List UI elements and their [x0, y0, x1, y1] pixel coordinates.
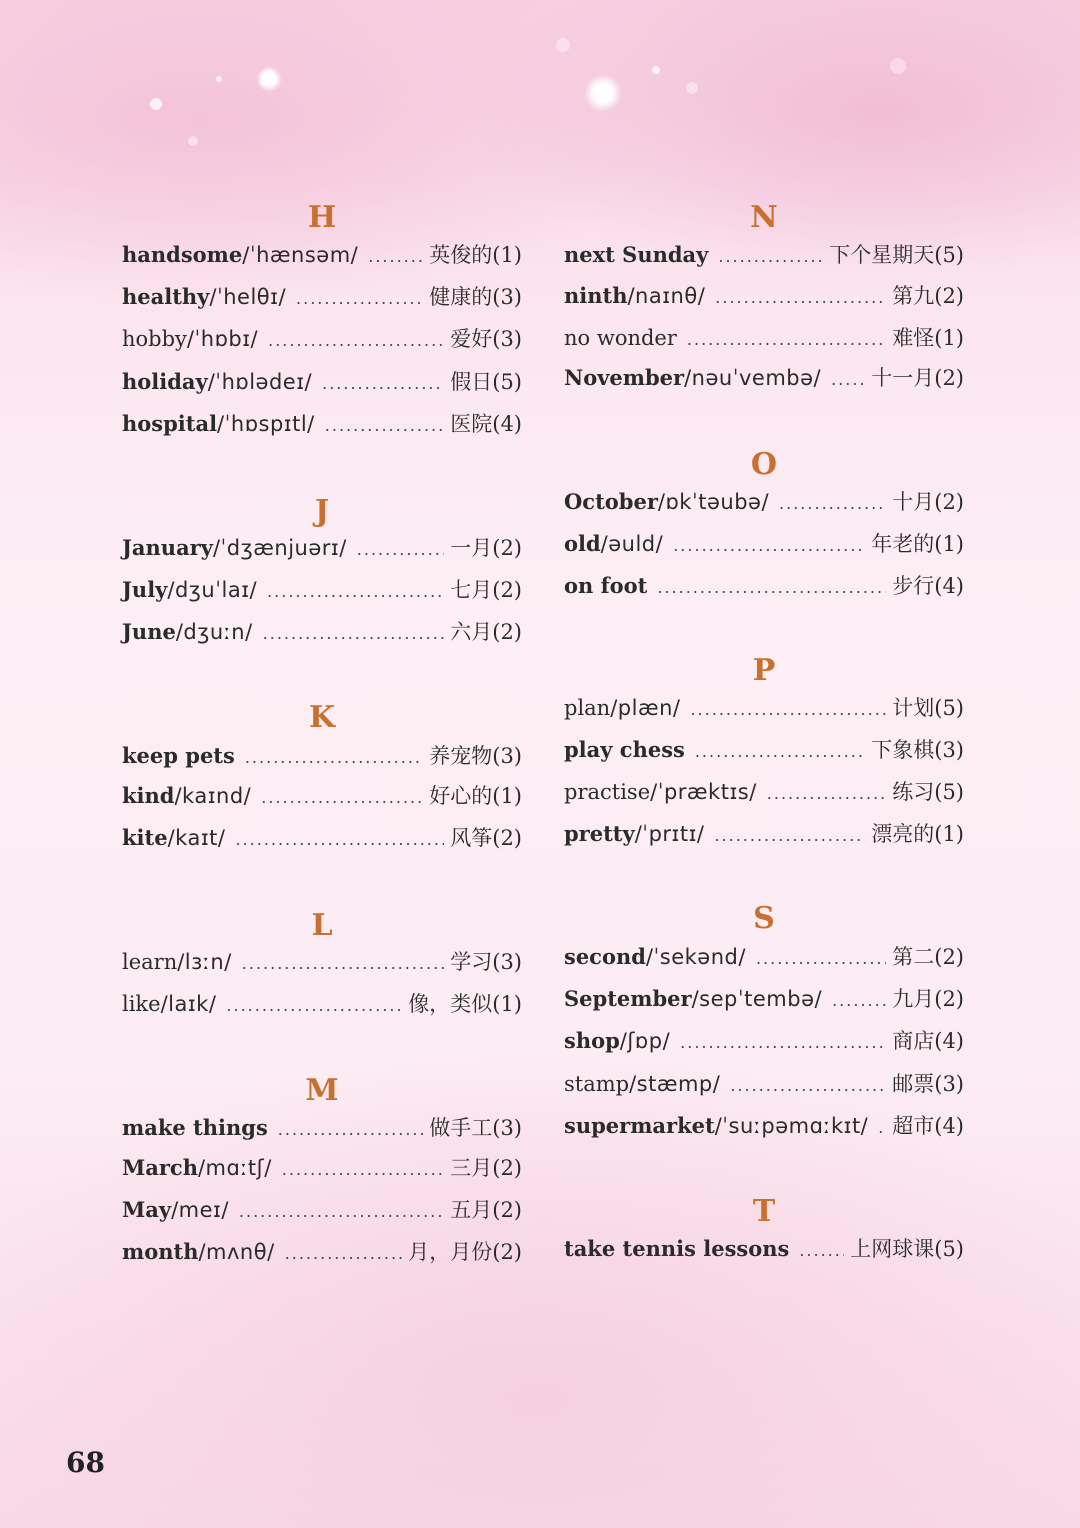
vocab-word: September: [564, 986, 692, 1011]
vocab-meaning: 十一月(2): [871, 366, 964, 390]
vocab-entry: [564, 734, 964, 766]
leader-dots: [657, 572, 886, 604]
vocab-meaning: 月，月份(2): [408, 1240, 522, 1264]
vocab-phonetic: /dʒuˈlaɪ/: [167, 578, 258, 602]
leader-dots: [263, 618, 445, 650]
vocab-entry: [564, 776, 964, 808]
vocab-entry: [564, 362, 964, 394]
page-number: 68: [66, 1446, 105, 1479]
vocab-word: July: [122, 577, 168, 602]
vocab-entry: [122, 780, 522, 812]
vocab-phonetic: /sepˈtembə/: [691, 987, 823, 1011]
vocab-meaning: 风筝(2): [450, 826, 522, 850]
section-letter: S: [753, 901, 775, 936]
vocab-meaning: 爱好(3): [450, 327, 522, 351]
vocab-entry: [122, 822, 522, 854]
section-letter: M: [305, 1073, 339, 1108]
leader-dots: [239, 1196, 444, 1228]
vocab-entry: [564, 322, 964, 354]
vocab-phonetic: /ˈpræktɪs/: [650, 780, 757, 804]
vocab-phonetic: /dʒuːn/: [175, 620, 253, 644]
vocab-entry: [564, 280, 964, 312]
vocab-phonetic: /ˈhɒbɪ/: [186, 327, 259, 351]
vocab-entry: [122, 946, 522, 978]
vocab-meaning: 第二(2): [892, 945, 964, 969]
vocab-word: holiday: [122, 369, 208, 394]
vocab-word: on foot: [564, 573, 648, 598]
vocab-meaning: 三月(2): [450, 1156, 522, 1180]
vocab-meaning: 医院(4): [450, 412, 522, 436]
bubble-decoration: [188, 136, 198, 146]
vocab-meaning: 难怪(1): [892, 326, 964, 350]
section-letter: J: [314, 494, 330, 529]
leader-dots: [357, 534, 444, 566]
section-letter: H: [307, 200, 337, 235]
vocab-phonetic: /ˈprɪtɪ/: [634, 822, 705, 846]
vocab-phonetic: /plæn/: [610, 696, 681, 720]
leader-dots: [285, 1238, 403, 1270]
vocab-meaning: 超市(4): [892, 1114, 964, 1138]
leader-dots: [715, 282, 886, 314]
vocab-entry: [564, 486, 964, 518]
vocab-word: October: [564, 489, 658, 514]
vocab-meaning: 漂亮的(1): [871, 822, 964, 846]
vocab-entry: [564, 941, 964, 973]
vocab-entry: [122, 1112, 522, 1144]
vocab-phonetic: /ˈsekənd/: [645, 945, 746, 969]
vocab-word: healthy: [122, 284, 210, 309]
vocab-meaning: 假日(5): [450, 370, 522, 394]
vocab-meaning: 九月(2): [892, 987, 964, 1011]
vocab-entry: [122, 1152, 522, 1184]
leader-dots: [718, 241, 823, 273]
vocab-meaning: 邮票(3): [892, 1072, 964, 1096]
vocab-meaning: 下象棋(3): [871, 738, 964, 762]
section-letter: T: [752, 1194, 776, 1229]
vocab-meaning: 上网球课(5): [850, 1237, 964, 1261]
vocab-word: plan: [564, 696, 611, 720]
vocab-meaning: 做手工(3): [429, 1116, 522, 1140]
vocab-word: make things: [122, 1115, 268, 1140]
leader-dots: [325, 410, 444, 442]
vocab-word: shop: [564, 1028, 620, 1053]
vocab-word: learn: [122, 950, 178, 974]
bubble-decoration: [150, 98, 162, 110]
vocab-phonetic: /əuld/: [600, 532, 664, 556]
vocab-word: kite: [122, 825, 168, 850]
vocab-word: take tennis lessons: [564, 1236, 790, 1261]
bubble-decoration: [256, 66, 282, 92]
leader-dots: [695, 736, 865, 768]
vocab-meaning: 七月(2): [450, 578, 522, 602]
vocab-meaning: 计划(5): [892, 696, 964, 720]
vocab-word: May: [122, 1197, 172, 1222]
vocab-entry: [122, 1236, 522, 1268]
vocab-entry: [122, 740, 522, 772]
vocab-word: June: [122, 619, 176, 644]
vocab-phonetic: /ɒkˈtəubə/: [657, 490, 770, 514]
vocab-meaning: 十月(2): [892, 490, 964, 514]
vocab-word: like: [122, 992, 161, 1016]
vocab-word: old: [564, 531, 601, 556]
vocab-meaning: 五月(2): [450, 1198, 522, 1222]
section-letter: P: [752, 653, 776, 688]
leader-dots: [756, 943, 886, 975]
vocab-phonetic: /laɪk/: [160, 992, 217, 1016]
vocab-entry: [122, 281, 522, 313]
vocab-word: keep pets: [122, 743, 235, 768]
leader-dots: [282, 1154, 444, 1186]
vocab-entry: [122, 1194, 522, 1226]
bubble-decoration: [890, 58, 906, 74]
leader-dots: [799, 1235, 844, 1267]
vocab-entry: [564, 818, 964, 850]
vocab-meaning: 步行(4): [892, 574, 964, 598]
vocab-word: pretty: [564, 821, 635, 846]
vocab-word: stamp: [564, 1072, 630, 1096]
vocab-word: hobby: [122, 327, 187, 351]
vocab-entry: [122, 323, 522, 355]
vocab-meaning: 下个星期天(5): [829, 243, 964, 267]
vocab-entry: [564, 570, 964, 602]
vocab-phonetic: /stæmp/: [629, 1072, 721, 1096]
vocab-meaning: 练习(5): [892, 780, 964, 804]
vocab-phonetic: /ˈsuːpəmɑːkɪt/: [714, 1114, 869, 1138]
leader-dots: [267, 576, 444, 608]
bubble-decoration: [584, 74, 622, 112]
leader-dots: [268, 325, 444, 357]
vocab-entry: [122, 408, 522, 440]
vocab-meaning: 第九(2): [892, 284, 964, 308]
vocab-entry: [122, 988, 522, 1020]
vocab-meaning: 像，类似(1): [408, 992, 522, 1016]
vocab-word: second: [564, 944, 646, 969]
vocab-entry: [564, 528, 964, 560]
vocab-entry: [564, 983, 964, 1015]
bubble-decoration: [652, 66, 660, 74]
section-letter: L: [311, 908, 333, 943]
bubble-decoration: [216, 76, 222, 82]
vocab-entry: [564, 1233, 964, 1265]
vocab-phonetic: /kaɪt/: [167, 826, 226, 850]
leader-dots: [832, 985, 886, 1017]
vocab-word: March: [122, 1155, 198, 1180]
vocab-word: January: [122, 535, 213, 560]
vocab-entry: [122, 239, 522, 271]
vocab-meaning: 六月(2): [450, 620, 522, 644]
leader-dots: [690, 694, 886, 726]
vocab-meaning: 一月(2): [450, 536, 522, 560]
vocab-word: November: [564, 365, 685, 390]
vocab-phonetic: /ˈhelθɪ/: [209, 285, 287, 309]
vocab-phonetic: /meɪ/: [171, 1198, 229, 1222]
leader-dots: [779, 488, 886, 520]
leader-dots: [680, 1027, 886, 1059]
vocab-entry: [122, 574, 522, 606]
leader-dots: [687, 324, 886, 356]
vocab-meaning: 年老的(1): [871, 532, 964, 556]
leader-dots: [235, 824, 444, 856]
leader-dots: [831, 364, 865, 396]
vocab-meaning: 学习(3): [450, 950, 522, 974]
vocab-phonetic: /ˈhɒspɪtl/: [217, 412, 315, 436]
vocab-phonetic: /lɜːn/: [177, 950, 232, 974]
vocab-entry: [122, 616, 522, 648]
vocab-meaning: 好心的(1): [429, 784, 522, 808]
leader-dots: [714, 820, 865, 852]
vocab-meaning: 英俊的(1): [429, 243, 522, 267]
vocab-meaning: 养宠物(3): [429, 744, 522, 768]
leader-dots: [245, 742, 423, 774]
leader-dots: [242, 948, 444, 980]
vocab-phonetic: /naɪnθ/: [627, 284, 706, 308]
section-letter: K: [308, 700, 336, 735]
vocab-word: hospital: [122, 411, 218, 436]
leader-dots: [878, 1112, 886, 1144]
vocab-word: play chess: [564, 737, 685, 762]
vocab-phonetic: /ʃɒp/: [619, 1029, 671, 1053]
vocab-word: kind: [122, 783, 175, 808]
vocab-entry: [564, 239, 964, 271]
vocab-phonetic: /ˈhɒlədeɪ/: [207, 370, 313, 394]
vocab-word: month: [122, 1239, 199, 1264]
vocab-entry: [564, 1068, 964, 1100]
vocab-phonetic: /mʌnθ/: [198, 1240, 275, 1264]
leader-dots: [296, 283, 423, 315]
bubble-decoration: [556, 38, 570, 52]
leader-dots: [226, 990, 402, 1022]
vocab-entry: [564, 1025, 964, 1057]
vocab-entry: [564, 692, 964, 724]
vocab-phonetic: /nəuˈvembə/: [684, 366, 822, 390]
vocab-meaning: 商店(4): [892, 1029, 964, 1053]
vocab-phonetic: /mɑːtʃ/: [197, 1156, 272, 1180]
leader-dots: [261, 782, 423, 814]
vocab-word: next Sunday: [564, 242, 709, 267]
vocab-meaning: 健康的(3): [429, 285, 522, 309]
section-letter: N: [750, 200, 778, 235]
vocab-phonetic: /ˈhænsəm/: [242, 243, 359, 267]
vocab-phonetic: /ˈdʒænjuərɪ/: [212, 536, 347, 560]
leader-dots: [767, 778, 886, 810]
section-letter: O: [750, 447, 778, 482]
vocab-word: supermarket: [564, 1113, 715, 1138]
leader-dots: [673, 530, 865, 562]
vocab-word: ninth: [564, 283, 628, 308]
vocab-word: no wonder: [564, 326, 677, 350]
vocab-word: practise: [564, 780, 651, 804]
leader-dots: [368, 241, 423, 273]
vocab-entry: [122, 532, 522, 564]
vocab-entry: [122, 366, 522, 398]
leader-dots: [322, 368, 444, 400]
leader-dots: [730, 1070, 886, 1102]
vocab-phonetic: /kaɪnd/: [174, 784, 252, 808]
leader-dots: [278, 1114, 423, 1146]
vocab-word: handsome: [122, 242, 243, 267]
bubble-decoration: [686, 82, 698, 94]
vocab-entry: [564, 1110, 964, 1142]
